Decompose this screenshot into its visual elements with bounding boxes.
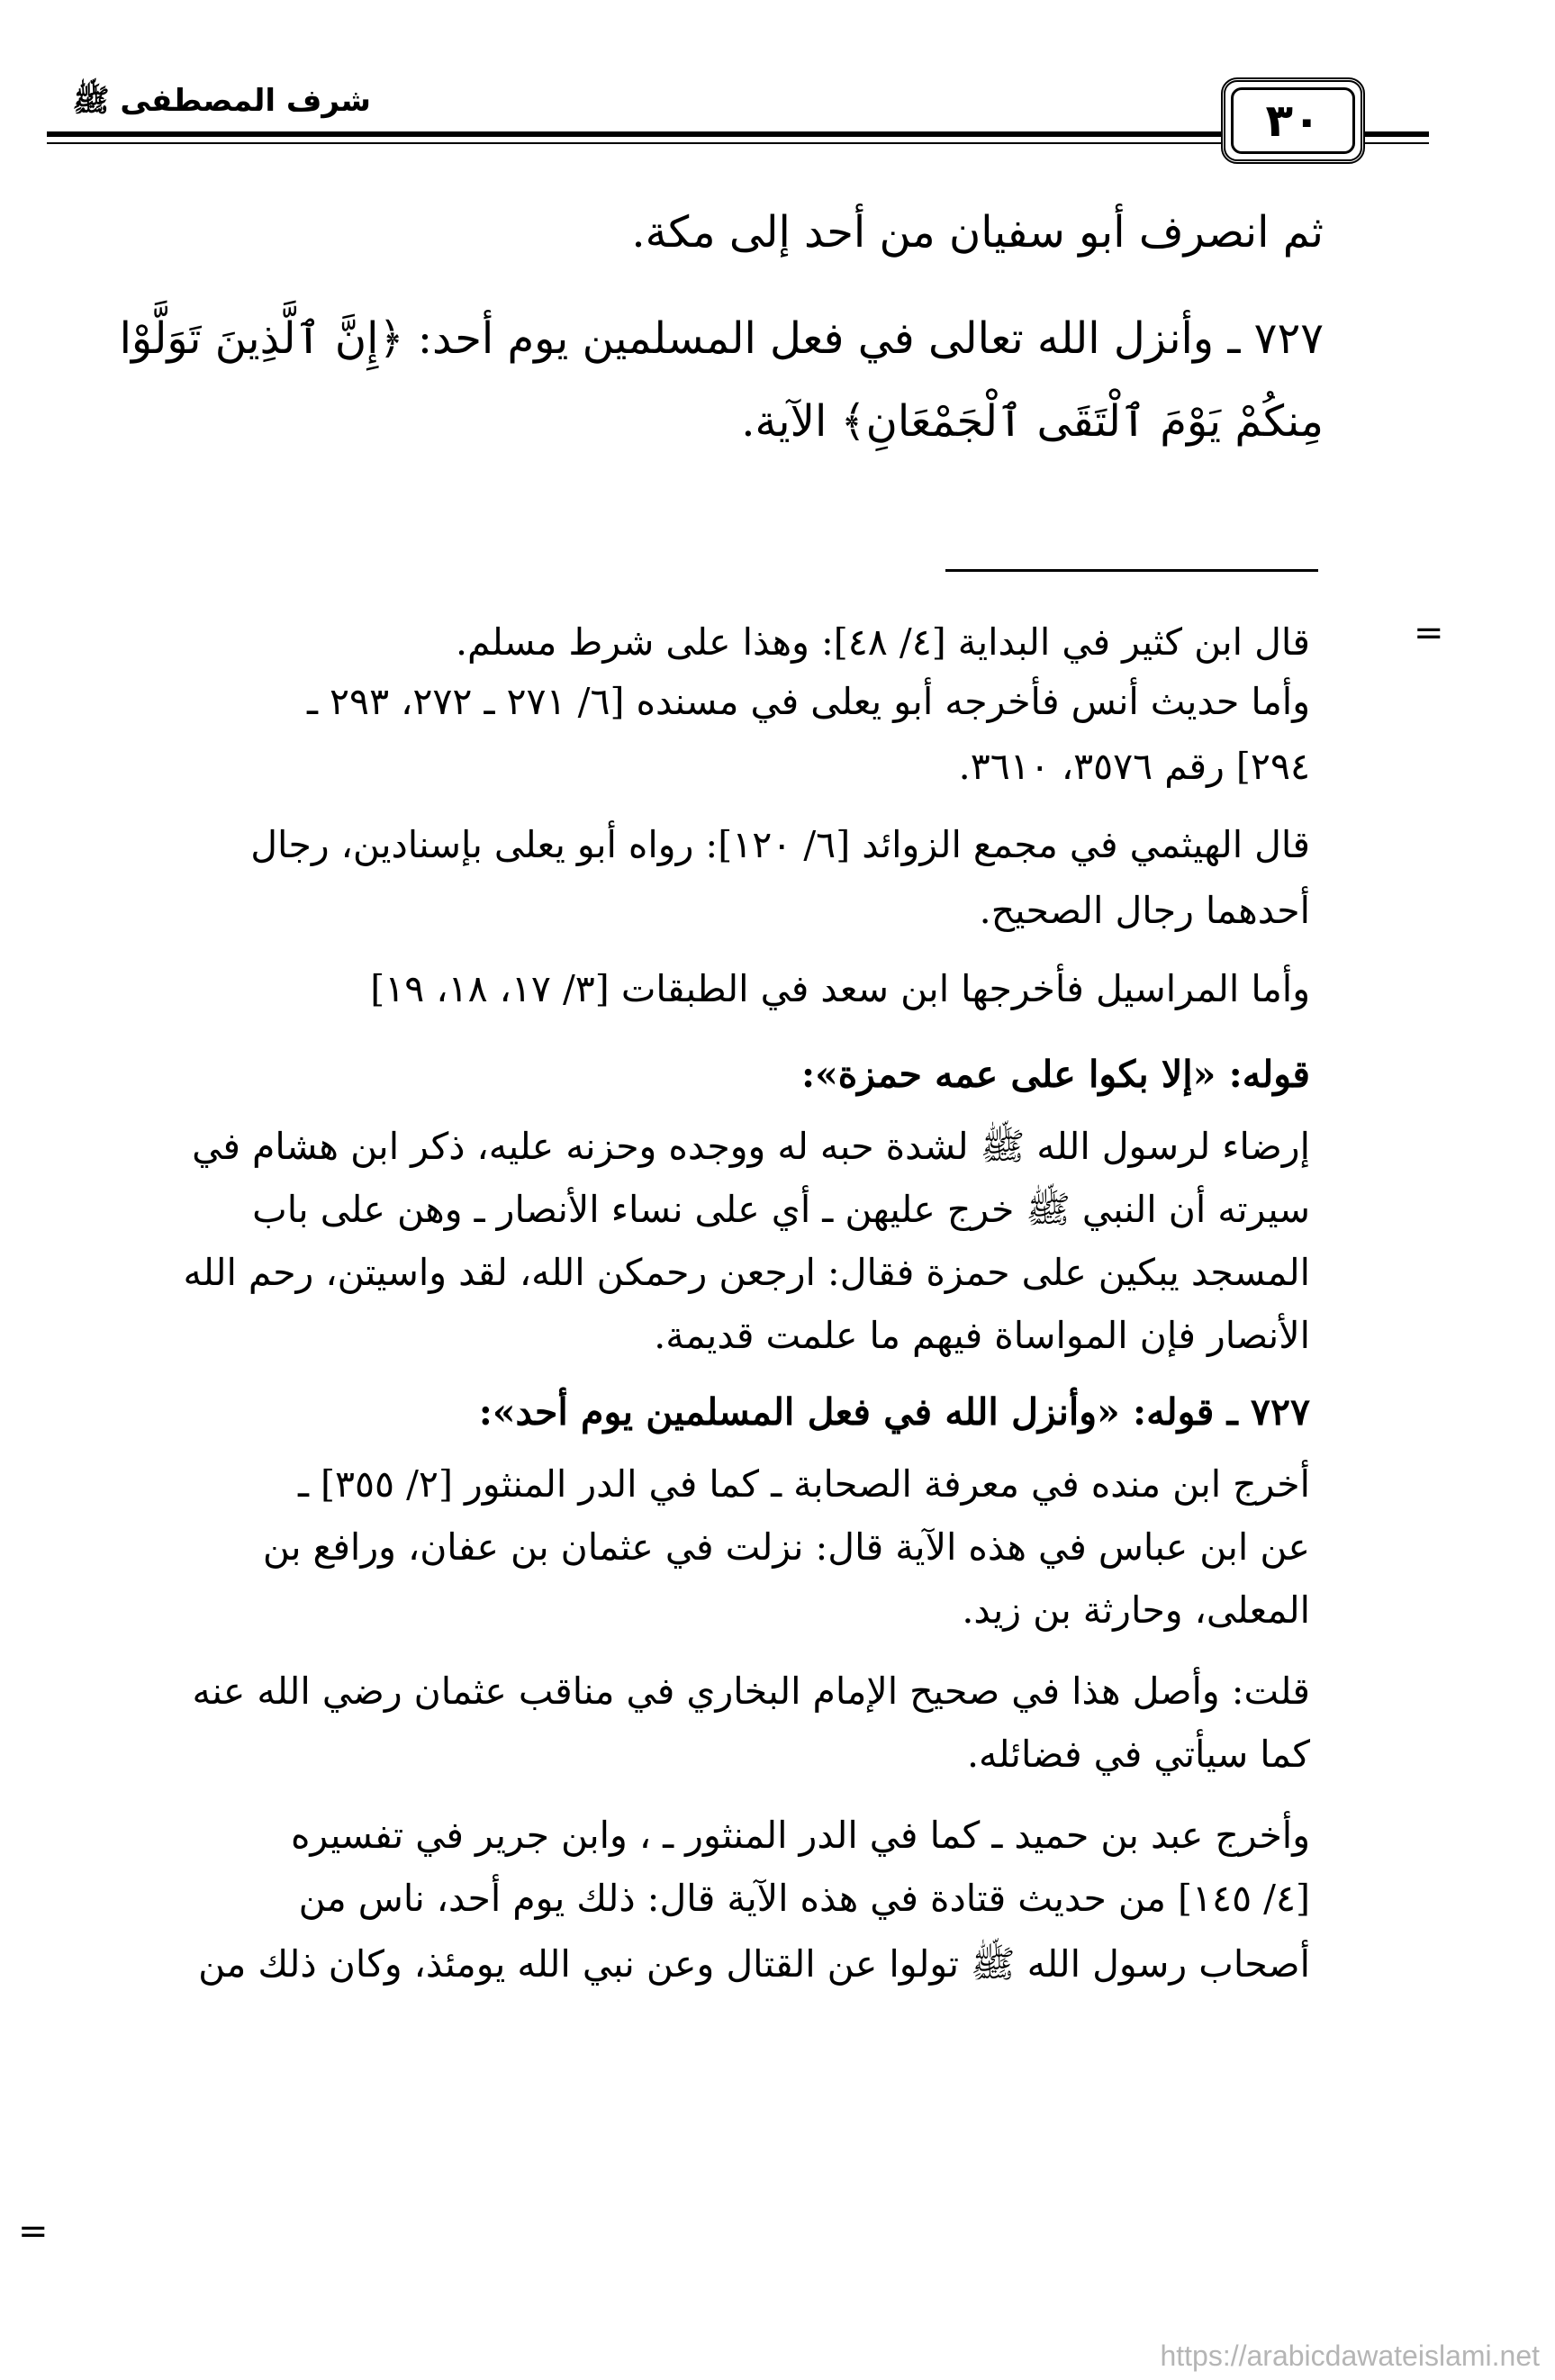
footnote-line: المعلى، وحارثة بن زيد. bbox=[962, 1588, 1310, 1632]
footnote-line: أخرج ابن منده في معرفة الصحابة ـ كما في الدر المنثور [٢/ ٣٥٥] ـ bbox=[297, 1462, 1310, 1506]
footnote-heading: قوله: «إلا بكوا على عمه حمزة»: bbox=[800, 1053, 1310, 1096]
footnote-line: ٢٩٤] رقم ٣٥٧٦، ٣٦١٠. bbox=[958, 745, 1310, 788]
main-line: ثم انصرف أبو سفيان من أحد إلى مكة. bbox=[631, 207, 1324, 258]
footnote-line: وأما حديث أنس فأخرجه أبو يعلى في مسنده [٦/ ٢٧١ ـ ٢٧٢، ٢٩٣ ـ bbox=[306, 680, 1310, 723]
continuation-mark-bottom: = bbox=[18, 2211, 49, 2252]
continuation-mark-top: = bbox=[1414, 612, 1444, 654]
watermark-url: https://arabicdawateislami.net bbox=[1160, 2339, 1540, 2372]
footnote-line: قال ابن كثير في البداية [٤/ ٤٨]: وهذا على شرط مسلم. bbox=[455, 620, 1310, 664]
footnote-line: كما سيأتي في فضائله. bbox=[966, 1733, 1310, 1776]
footnote-line: قلت: وأصل هذا في صحيح الإمام البخاري في مناقب عثمان رضي الله عنه bbox=[192, 1670, 1310, 1713]
main-line: ٧٢٧ ـ وأنزل الله تعالى في فعل المسلمين يوم أحد: ﴿إِنَّ ٱلَّذِينَ تَوَلَّوْا bbox=[119, 313, 1324, 364]
main-text bbox=[54, 189, 1324, 468]
book-title: شرف المصطفى ﷺ bbox=[72, 83, 371, 119]
footnotes bbox=[50, 614, 1310, 2325]
footnote-line: وأما المراسيل فأخرجها ابن سعد في الطبقات [٣/ ١٧، ١٨، ١٩] bbox=[370, 967, 1310, 1010]
page-number-frame bbox=[1221, 77, 1365, 164]
footnote-line: أحدهما رجال الصحيح. bbox=[979, 889, 1310, 932]
footnote-heading: ٧٢٧ ـ قوله: «وأنزل الله في فعل المسلمين يوم أحد»: bbox=[478, 1390, 1310, 1434]
footnote-line: قال الهيثمي في مجمع الزوائد [٦/ ١٢٠]: رواه أبو يعلى بإسنادين، رجال bbox=[250, 823, 1310, 866]
footnote-line: أصحاب رسول الله ﷺ تولوا عن القتال وعن نبي الله يومئذ، وكان ذلك من bbox=[198, 1942, 1310, 1986]
footnote-separator bbox=[945, 569, 1318, 572]
footnote-line: سيرته أن النبي ﷺ خرج عليهن ـ أي على نساء الأنصار ـ وهن على باب bbox=[252, 1188, 1310, 1231]
footnote-line: الأنصار فإن المواساة فيهم ما علمت قديمة. bbox=[654, 1314, 1310, 1357]
footnote-line: عن ابن عباس في هذه الآية قال: نزلت في عثمان بن عفان، ورافع بن bbox=[262, 1525, 1310, 1569]
main-line: مِنكُمْ يَوْمَ ٱلْتَقَى ٱلْجَمْعَانِ﴾ الآية. bbox=[741, 396, 1324, 447]
page-number: ٣٠ bbox=[1231, 87, 1355, 154]
footnote-line: المسجد يبكين على حمزة فقال: ارجعن رحمكن الله، لقد واسيتن، رحم الله bbox=[183, 1251, 1310, 1294]
footnote-line: وأخرج عبد بن حميد ـ كما في الدر المنثور ـ ، وابن جرير في تفسيره bbox=[290, 1814, 1310, 1857]
footnote-line: إرضاء لرسول الله ﷺ لشدة حبه له ووجده وحزنه عليه، ذكر ابن هشام في bbox=[192, 1125, 1310, 1168]
footnote-line: [٤/ ١٤٥] من حديث قتادة في هذه الآية قال: ذلك يوم أحد، ناس من bbox=[298, 1877, 1310, 1920]
